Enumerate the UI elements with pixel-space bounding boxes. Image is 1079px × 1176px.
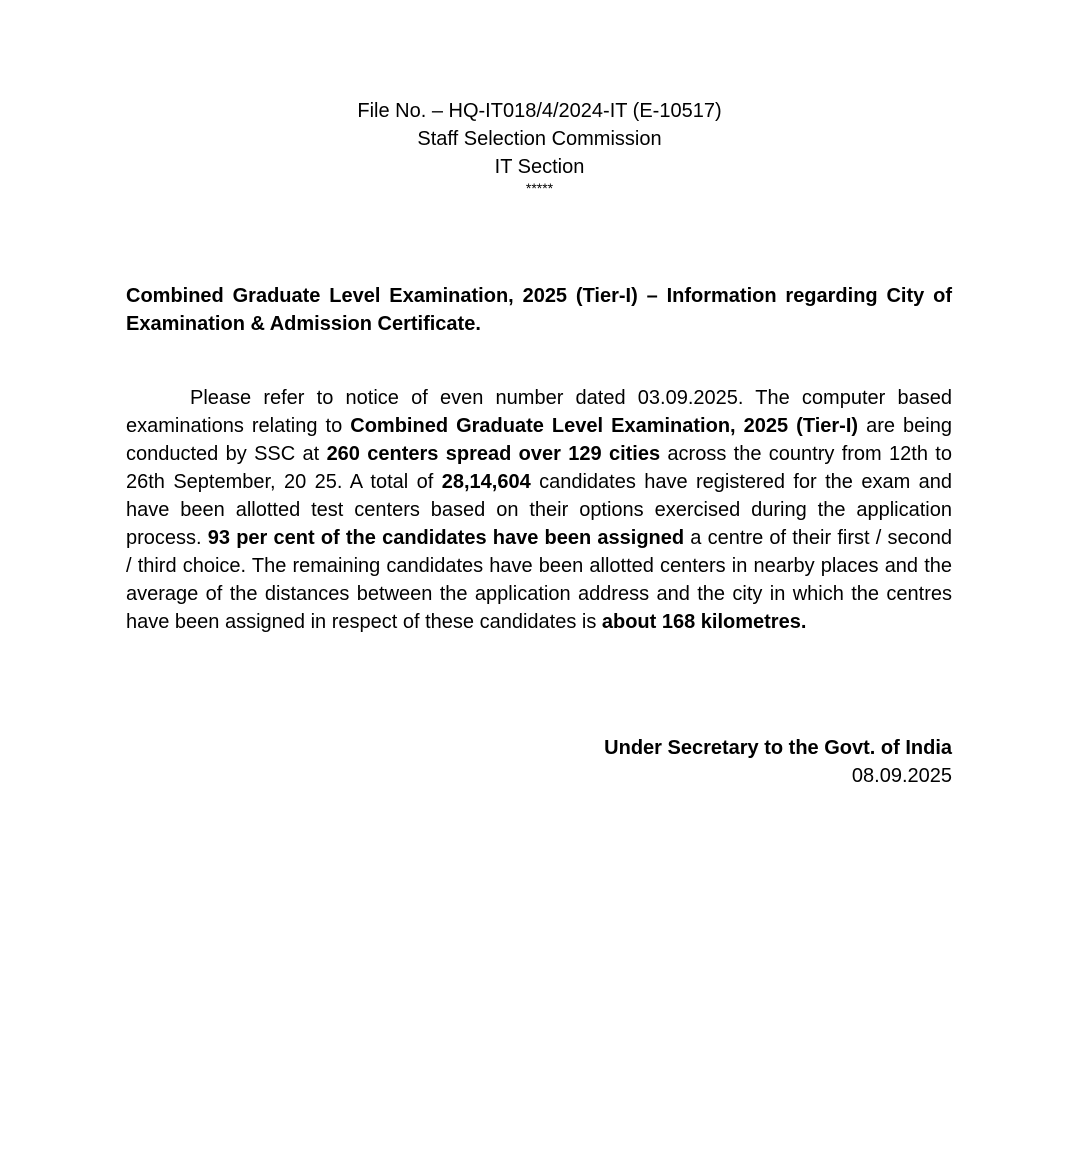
- signature-block: [604, 734, 952, 790]
- body-text-4: candidates have registered for the exam and have been allotted test centers based on their options exercised during the application process.: [126, 471, 952, 549]
- body-text-2: are being conducted by SSC at: [126, 415, 952, 465]
- body-bold-percentage: 93 per cent of the candidates have been assigned: [207, 527, 685, 549]
- body-text-3: across the country from 12th to 26th September, 20 25. A total of: [126, 443, 952, 493]
- document-header: [0, 97, 1079, 195]
- notice-body: [126, 384, 952, 636]
- organization-name: Staff Selection Commission: [417, 128, 662, 150]
- signature-date: 08.09.2025: [851, 765, 952, 787]
- body-text-5: a centre of their first / second / third choice. The remaining candidates have been allotted centers in nearby places and the average of the distances between the application address and the city in which the centres have been assigned in respect of these candidates is: [126, 527, 952, 633]
- notice-subject: Combined Graduate Level Examination, 2025 (Tier-I) – Information regarding City of Examination & Admission Certificate.: [126, 285, 952, 335]
- body-bold-distance: about 168 kilometres.: [601, 611, 807, 633]
- body-bold-centers: 260 centers spread over 129 cities: [326, 443, 661, 465]
- body-bold-candidates-count: 28,14,604: [441, 471, 531, 493]
- body-text-1: Please refer to notice of even number dated 03.09.2025. The computer based examinations relating to: [126, 387, 952, 437]
- body-bold-exam-name: Combined Graduate Level Examination, 2025 (Tier-I): [350, 415, 859, 437]
- signatory-designation: Under Secretary to the Govt. of India: [604, 737, 952, 759]
- file-number: File No. – HQ-IT018/4/2024-IT (E-10517): [357, 100, 722, 122]
- header-separator: *****: [525, 180, 554, 196]
- section-name: IT Section: [494, 156, 585, 178]
